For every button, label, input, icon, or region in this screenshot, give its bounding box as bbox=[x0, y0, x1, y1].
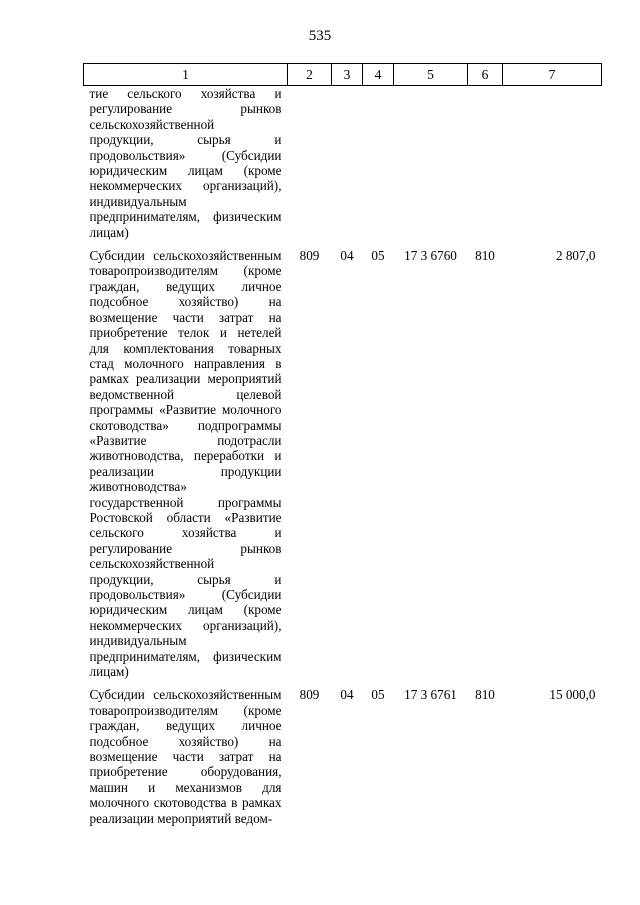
row-ministry bbox=[288, 86, 332, 241]
row-subsection bbox=[363, 86, 394, 241]
row-section bbox=[332, 86, 363, 241]
table-row bbox=[84, 240, 602, 679]
header-col-4: 4 bbox=[363, 64, 394, 86]
row-description: Субсидии сельскохозяйственным товаропроизводителям (кроме граждан, ведущих личное подсобное хозяйство) на возмещение части затрат на приобретение телок и нетелей для комплектования товарных стад молочного направления в рамках реализации мероприятий ведомственной целевой программы «Развитие молочного скотоводства» подпрограммы «Развитие подотрасли животноводства, переработки и реализации продукции животноводства» государственной программы Ростовской области «Развитие сельского хозяйства и регулирование рынков сельскохозяйственной продукции, сырья и продовольствия» (Субсидии юридическим лицам (кроме некоммерческих организаций), индивидуальным предпринимателям, физическим лицам) bbox=[89, 248, 282, 680]
header-col-1: 1 bbox=[84, 64, 288, 86]
row-section: 04 bbox=[340, 687, 354, 703]
row-expense-type: 810 bbox=[475, 687, 495, 703]
header-col-7: 7 bbox=[503, 64, 602, 86]
header-col-6: 6 bbox=[468, 64, 503, 86]
row-subsection: 05 bbox=[371, 248, 385, 264]
row-amount: 15 000,0 bbox=[549, 687, 596, 703]
budget-table bbox=[83, 63, 602, 826]
table-row bbox=[84, 86, 602, 241]
table-header-row bbox=[84, 64, 602, 86]
row-target-article: 17 3 6761 bbox=[404, 687, 457, 703]
row-target-article bbox=[394, 86, 468, 241]
row-expense-type bbox=[468, 86, 503, 241]
header-col-3: 3 bbox=[332, 64, 363, 86]
row-expense-type: 810 bbox=[475, 248, 495, 264]
table-row bbox=[84, 679, 602, 826]
row-subsection: 05 bbox=[371, 687, 385, 703]
row-ministry: 809 bbox=[299, 687, 320, 703]
row-description: Субсидии сельскохозяйственным товаропроизводителям (кроме граждан, ведущих личное подсобное хозяйство) на возмещение части затрат на приобретение оборудования, машин и механизмов для молочного скотоводства в рамках реализации мероприятий ведом- bbox=[89, 687, 282, 826]
header-col-2: 2 bbox=[288, 64, 332, 86]
row-target-article: 17 3 6760 bbox=[404, 248, 457, 264]
row-section: 04 bbox=[340, 248, 354, 264]
page-number: 535 bbox=[308, 28, 332, 44]
header-col-5: 5 bbox=[394, 64, 468, 86]
row-amount bbox=[503, 86, 602, 241]
row-ministry: 809 bbox=[299, 248, 320, 264]
row-description: тие сельского хозяйства и регулирование рынков сельскохозяйственной продукции, сырья и продовольствия» (Субсидии юридическим лицам (кроме некоммерческих организаций), индивидуальным предпринимателям, физическим лицам) bbox=[89, 86, 282, 240]
row-amount: 2 807,0 bbox=[555, 248, 596, 264]
